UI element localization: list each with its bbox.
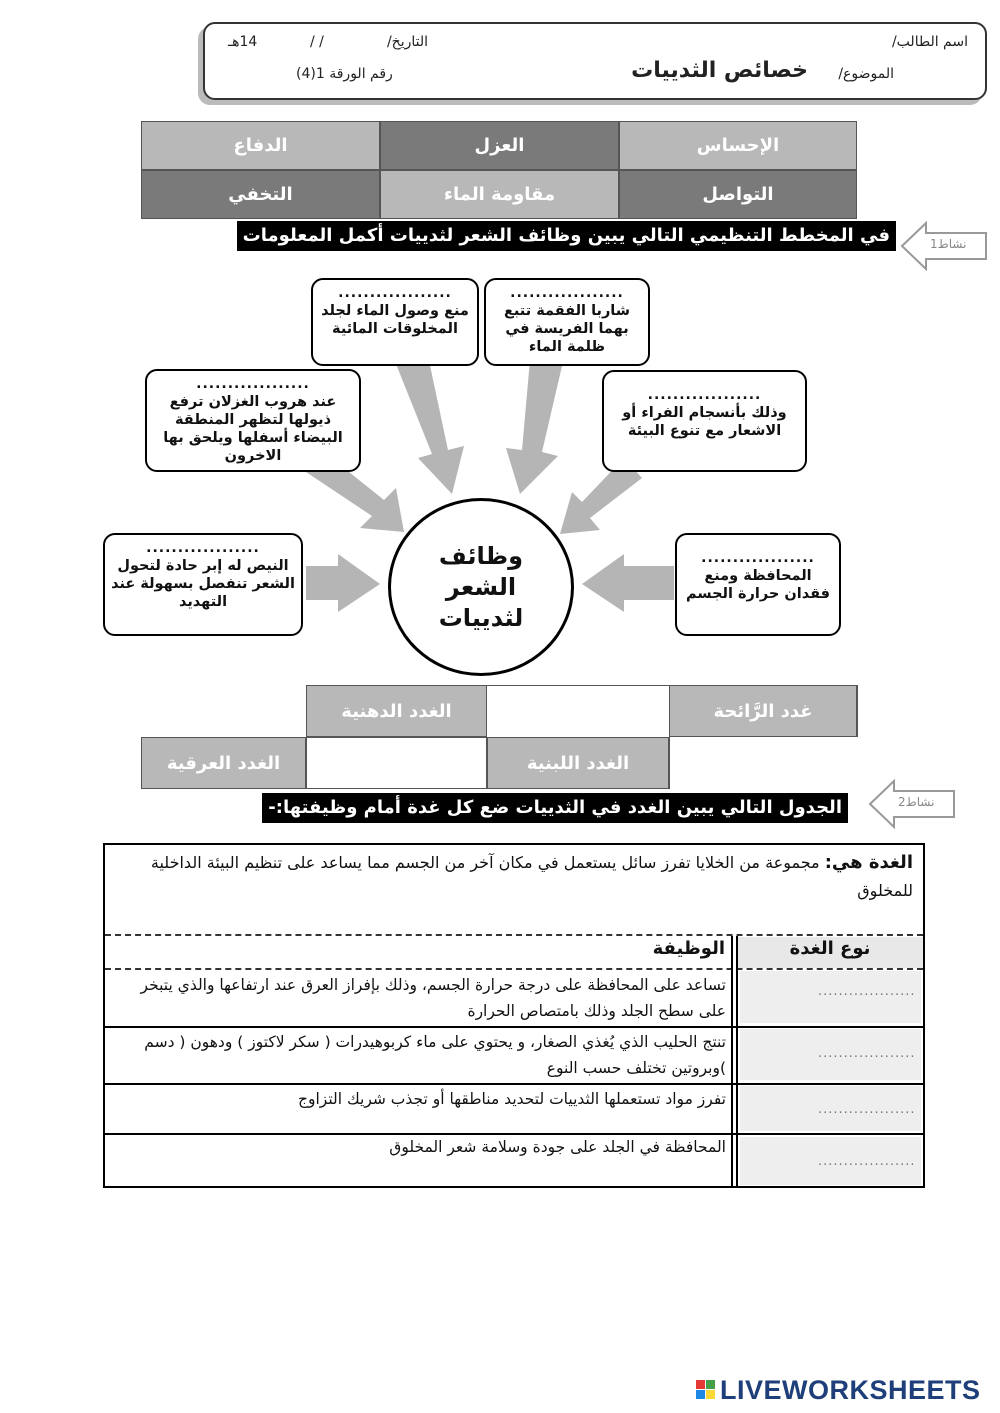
column-header-type: نوع الغدة — [789, 938, 871, 959]
gland-bank-cell[interactable]: الغدد العرقية — [141, 737, 306, 789]
activity-2-tag: نشاط2 — [898, 795, 935, 809]
column-header-function: الوظيفة — [652, 938, 725, 959]
box-text: منع وصول الماء لجلد المخلوقات المائية — [321, 303, 469, 337]
diagram-box-low-right — [675, 533, 841, 636]
answer-blank[interactable]: .................. — [647, 387, 762, 403]
diagram-box-low-left — [103, 533, 303, 636]
arrow-shape — [582, 554, 674, 612]
word-bank-cell[interactable]: العزل — [380, 121, 619, 170]
student-name-label: اسم الطالب/ — [891, 34, 968, 50]
word-bank-cell[interactable]: التخفي — [141, 170, 380, 219]
hijri-year: 14هـ — [228, 34, 258, 50]
divider — [736, 936, 738, 1186]
word-bank-cell[interactable]: الدفاع — [141, 121, 380, 170]
box-text: شاربا الفقمة تتبع بهما الفريسة في ظلمة الماء — [503, 303, 631, 355]
box-text: عند هروب الغزلان ترفع ذيولها لتظهر المنطقة البيضاء أسفلها ويلحق بها الاخرون — [163, 394, 343, 464]
word-bank-cell[interactable]: مقاومة الماء — [380, 170, 619, 219]
divider — [731, 936, 733, 1186]
activity-1-tag: نشاط1 — [930, 237, 967, 251]
gland-bank-cell[interactable]: غدد الرَّائحة — [669, 685, 857, 737]
word-bank-cell[interactable]: الإحساس — [619, 121, 857, 170]
gland-type-blank[interactable]: ................... — [818, 1154, 916, 1169]
divider — [105, 1026, 923, 1028]
arrow-shape — [306, 554, 380, 612]
divider — [105, 968, 923, 970]
diagram-box-mid-right — [602, 370, 807, 472]
center-text: وظائف الشعر لثدييات — [438, 541, 524, 632]
diagram-box-mid-left — [145, 369, 361, 472]
gland-definition — [105, 845, 921, 905]
gland-type-blank[interactable]: ................... — [818, 1046, 916, 1061]
gland-function-text: تفرز مواد تستعملها الثدييات لتحديد مناطقها أو تجذب شريك التزاوج — [297, 1090, 726, 1108]
date-slashes: / / — [310, 34, 324, 50]
gland-function-text: تساعد على المحافظة على درجة حرارة الجسم، وذلك بإفراز العرق عند ارتفاعها والذي يتبخر على سطح الجلد وذلك بامتصاص الحرارة — [140, 976, 726, 1020]
box-text: النيص له إبر حادة لتحول الشعر تنفصل بسهولة عند التهديد — [111, 558, 295, 610]
topic-title: خصائص الثدييات — [631, 58, 808, 83]
diagram-center-circle — [388, 498, 574, 676]
activity-2-title: الجدول التالي يبين الغدد في الثدييات ضع كل غدة أمام وظيفتها:- — [262, 793, 848, 823]
definition-text: مجموعة من الخلايا تفرز سائل يستعمل في مكان آخر من الجسم مما يساعد على تنظيم البيئة الداخلية للمخلوق — [150, 853, 913, 900]
activity-1-title: في المخطط التنظيمي التالي يبين وظائف الشعر لثدييات أكمل المعلومات — [237, 221, 896, 251]
answer-blank[interactable]: .................. — [196, 376, 310, 392]
gland-bank-empty — [487, 685, 669, 737]
answer-blank[interactable]: .................. — [510, 285, 624, 301]
diagram-box-top-left — [311, 278, 479, 366]
divider — [669, 685, 670, 789]
gland-bank-cell[interactable]: الغدد اللبنية — [487, 737, 669, 789]
divider — [857, 685, 858, 737]
gland-bank-empty — [306, 737, 487, 789]
liveworksheets-logo-text: LIVEWORKSHEETS — [720, 1375, 981, 1405]
topic-label: الموضوع/ — [838, 66, 894, 82]
gland-function-text: المحافظة في الجلد على جودة وسلامة شعر المخلوق — [389, 1138, 726, 1156]
word-bank-cell[interactable]: التواصل — [619, 170, 857, 219]
divider — [105, 1083, 923, 1085]
answer-blank[interactable]: .................. — [701, 550, 815, 566]
box-text: وذلك بأنسجام الفراء أو الاشعار مع تنوع البيئة — [622, 405, 787, 439]
gland-type-blank[interactable]: ................... — [818, 1102, 916, 1117]
date-label: التاريخ/ — [386, 34, 428, 50]
gland-function-text: تنتج الحليب الذي يُغذي الصغار، و يحتوي على ماء كربوهيدرات ( سكر لاكتوز ) ودهون ( دسم )وبروتين تختلف حسب النوع — [144, 1033, 726, 1077]
arrow-shape — [396, 356, 464, 494]
gland-bank-cell[interactable]: الغدد الدهنية — [306, 685, 487, 737]
divider — [105, 934, 923, 936]
box-text: المحافظة ومنع فقدان حرارة الجسم — [685, 568, 831, 602]
arrow-shape — [506, 360, 562, 494]
definition-label: الغدة هي: — [824, 852, 913, 873]
diagram-box-top-right — [484, 278, 650, 366]
answer-blank[interactable]: .................. — [338, 285, 452, 301]
gland-type-blank[interactable]: ................... — [818, 984, 916, 999]
sheet-number: رقم الورقة 1(4) — [296, 66, 393, 82]
liveworksheets-logo-icon — [696, 1380, 716, 1400]
answer-blank[interactable]: .................. — [146, 540, 260, 556]
divider — [306, 685, 857, 686]
